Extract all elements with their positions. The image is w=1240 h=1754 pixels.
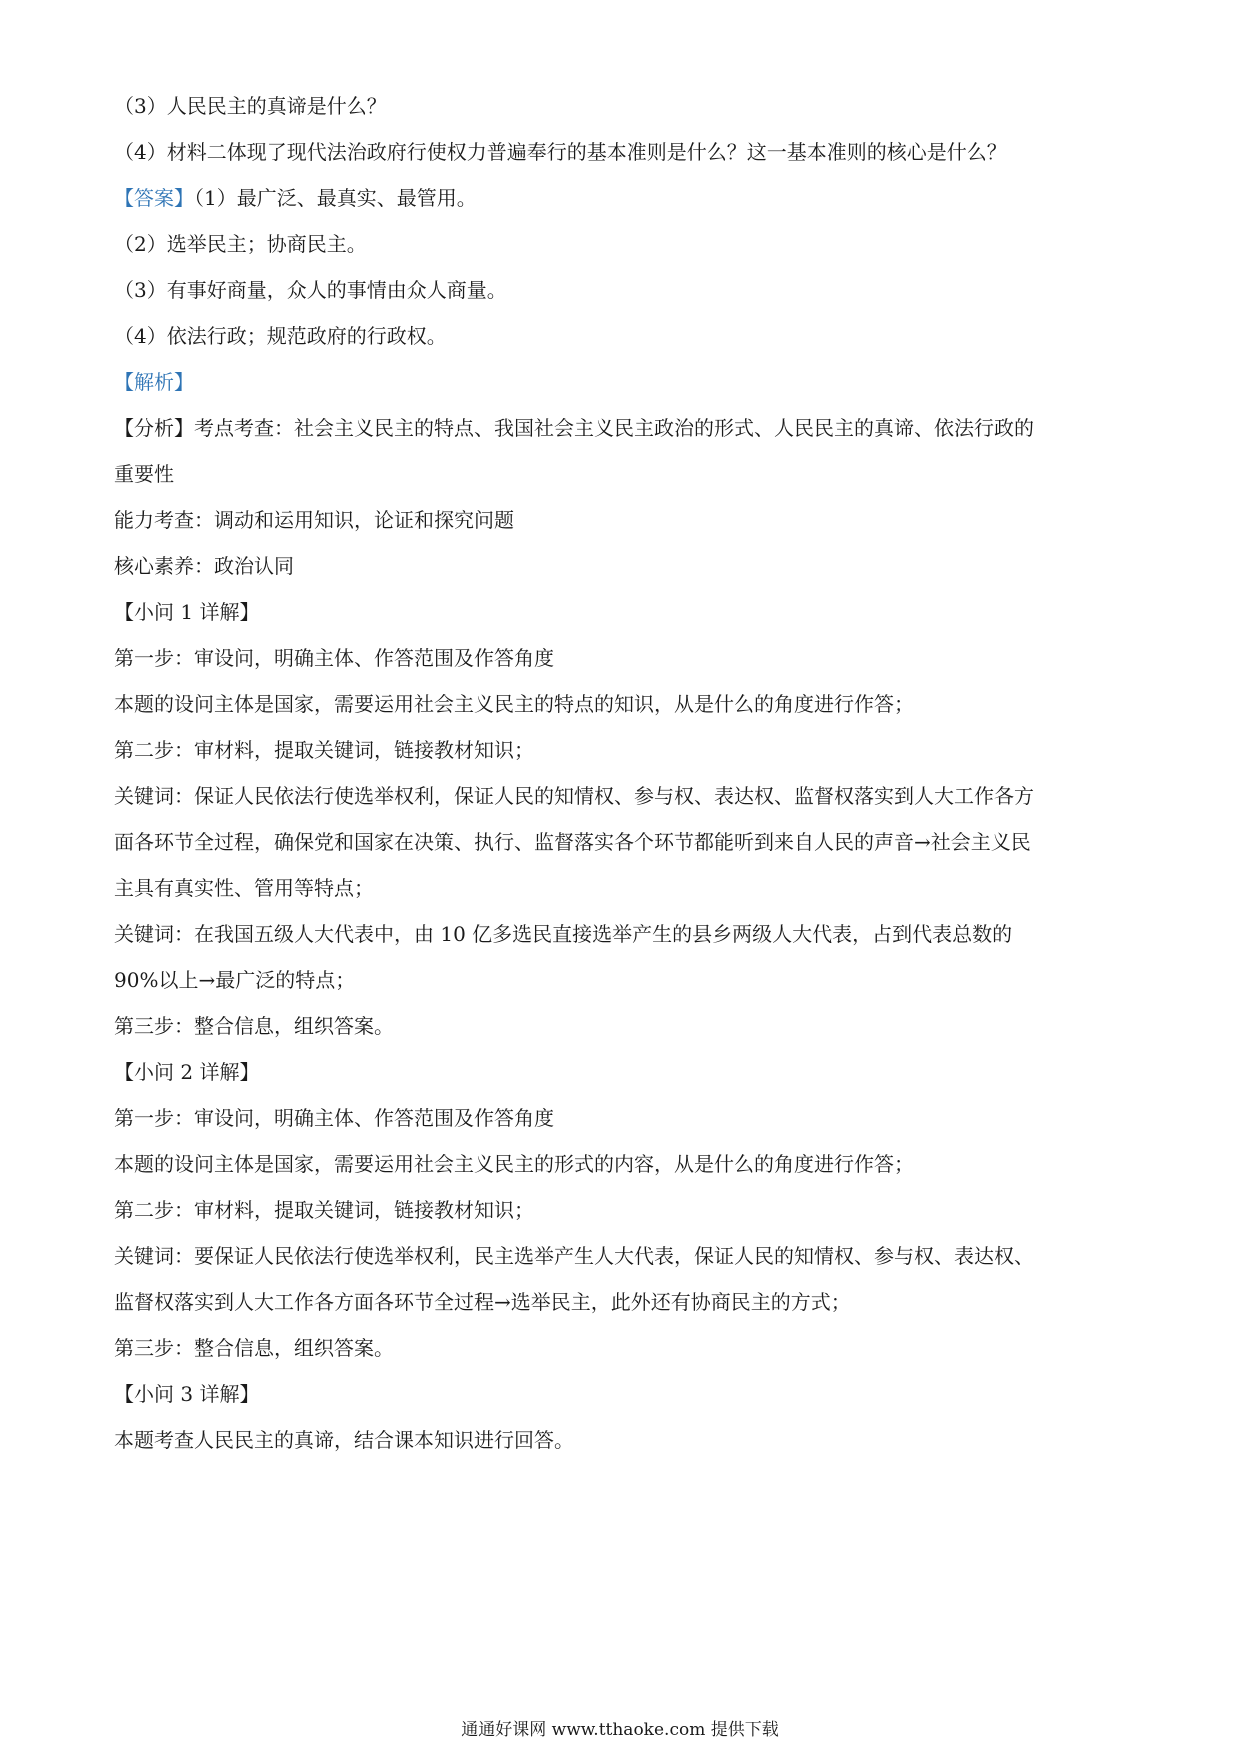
answer-4: （4）依法行政；规范政府的行政权。 [114,324,447,348]
sub2-keywords-line-1: 关键词：要保证人民依法行使选举权利，民主选举产生人大代表，保证人民的知情权、参与权、表达权、 [114,1244,1034,1268]
sub1-step1: 第一步：审设问，明确主体、作答范围及作答角度 [114,646,554,670]
sub1-subject: 本题的设问主体是国家，需要运用社会主义民主的特点的知识，从是什么的角度进行作答； [114,692,914,716]
sub3-text: 本题考查人民民主的真谛，结合课本知识进行回答。 [114,1428,574,1452]
sub1-step3: 第三步：整合信息，组织答案。 [114,1014,394,1038]
sub1-keywords-2-line-1: 关键词：在我国五级人大代表中，由 10 亿多选民直接选举产生的县乡两级人大代表，占到代表总数的 [114,922,1013,946]
analysis-fenxi-1: 【分析】考点考查：社会主义民主的特点、我国社会主义民主政治的形式、人民民主的真谛、依法行政的 [114,416,1034,440]
sub1-keywords-1-line-1: 关键词：保证人民依法行使选举权利，保证人民的知情权、参与权、表达权、监督权落实到人大工作各方 [114,784,1034,808]
sub3-title: 【小问 3 详解】 [114,1382,260,1406]
sub1-title: 【小问 1 详解】 [114,600,260,624]
question-4: （4）材料二体现了现代法治政府行使权力普遍奉行的基本准则是什么？这一基本准则的核心是什么？ [114,140,1007,164]
answer-label: 【答案】 [114,186,194,210]
sub2-title: 【小问 2 详解】 [114,1060,260,1084]
question-3: （3）人民民主的真谛是什么？ [114,94,387,118]
sub1-step2: 第二步：审材料，提取关键词，链接教材知识； [114,738,534,762]
analysis-core: 核心素养：政治认同 [114,554,294,578]
analysis-fenxi-2: 重要性 [114,462,174,486]
answer-3: （3）有事好商量，众人的事情由众人商量。 [114,278,507,302]
sub2-step2: 第二步：审材料，提取关键词，链接教材知识； [114,1198,534,1222]
analysis-ability: 能力考查：调动和运用知识，论证和探究问题 [114,508,514,532]
answer-1: （1）最广泛、最真实、最管用。 [194,186,477,210]
sub2-keywords-line-2: 监督权落实到人大工作各方面各环节全过程→选举民主，此外还有协商民主的方式； [114,1290,851,1314]
sub1-keywords-2-line-2: 90%以上→最广泛的特点； [114,968,356,992]
answer-2: （2）选举民主；协商民主。 [114,232,367,256]
answer-line-1 [114,184,1144,212]
sub2-step1: 第一步：审设问，明确主体、作答范围及作答角度 [114,1106,554,1130]
analysis-label: 【解析】 [114,370,194,394]
sub1-keywords-1-line-2: 面各环节全过程，确保党和国家在决策、执行、监督落实各个环节都能听到来自人民的声音→社会主义民 [114,830,1031,854]
sub1-keywords-1-line-3: 主具有真实性、管用等特点； [114,876,374,900]
footer-watermark: 通通好课网 www.tthaoke.com 提供下载 [461,1720,779,1740]
sub2-subject: 本题的设问主体是国家，需要运用社会主义民主的形式的内容，从是什么的角度进行作答； [114,1152,914,1176]
sub2-step3: 第三步：整合信息，组织答案。 [114,1336,394,1360]
